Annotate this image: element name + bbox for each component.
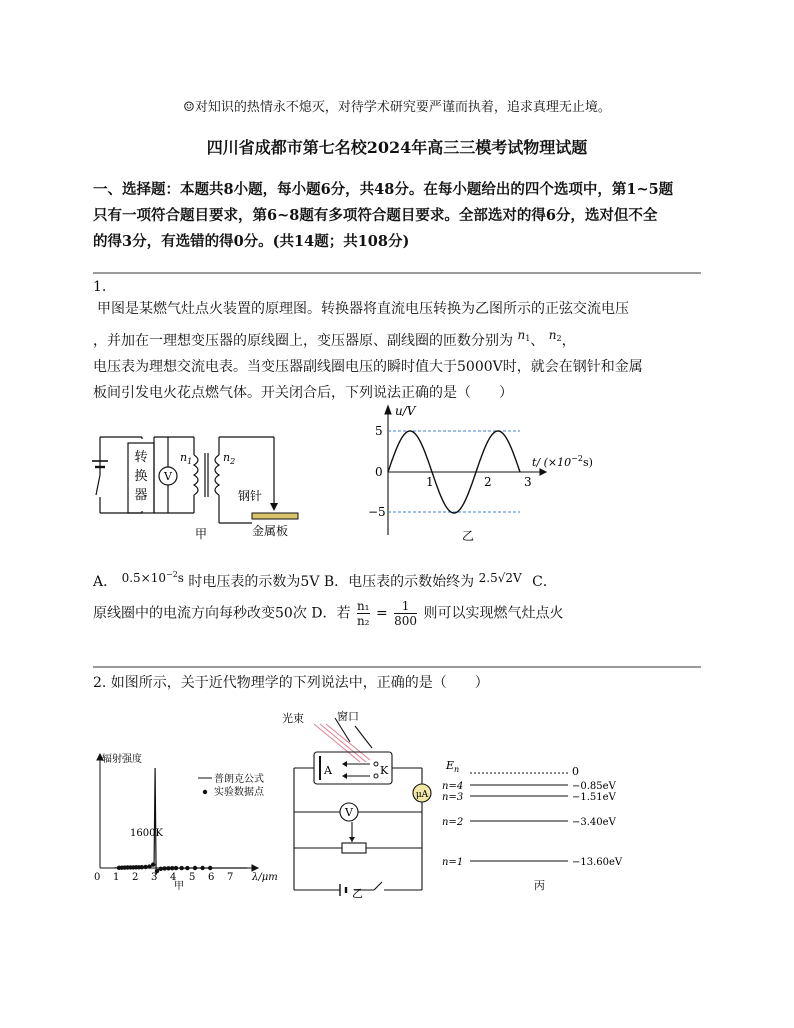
data-point (143, 865, 147, 869)
option-d-ratio-left: $\frac{\text{n₁}}{\text{n₂}}$ (356, 599, 370, 628)
option-d-text: 则可以实现燃气灶点火 (423, 605, 564, 622)
cathode-label: K (380, 764, 389, 777)
data-point (166, 866, 170, 870)
figure-caption-jia: 甲 (174, 881, 184, 890)
data-point (140, 865, 144, 869)
question-line-4: 板间引发电火花点燃气体。开关闭合后，下列说法正确的是（ ） (93, 385, 513, 401)
data-point (147, 864, 151, 868)
blackbody-chart-jia (92, 750, 292, 890)
infinity-level-value: 0 (572, 765, 579, 778)
section-line-1: 一、选择题：本题共8小题，每小题6分，共48分。在每小题给出的四个选项中，第1~5题 (93, 181, 674, 198)
coil-n1-label: $n_1$ (180, 451, 193, 466)
section-line-3: 的得3分，有选错的得0分。(共14题；共108分) (93, 233, 410, 250)
needle-label: 钢针 (238, 489, 263, 503)
option-a-label: A． (93, 574, 118, 590)
circuit-diagram-jia (92, 425, 332, 545)
temperature-label: 1600K (130, 828, 163, 839)
x-tick-3: 3 (151, 872, 158, 883)
x-tick-1: 1 (426, 475, 434, 489)
x-tick-7: 7 (227, 872, 234, 883)
question-number: 1. (93, 279, 107, 295)
voltmeter-label: V (345, 806, 353, 819)
option-b-expression: 2.5√2V (478, 571, 522, 585)
x-tick-2: 2 (132, 872, 139, 883)
voltage-waveform-yi (360, 400, 600, 545)
x-tick-3: 3 (524, 475, 532, 489)
n2-subscript: 2 (556, 334, 562, 343)
line-end: ， (561, 333, 576, 349)
level-n4-energy: −0.85eV (572, 781, 616, 792)
energy-levels-bing (440, 755, 640, 895)
energy-symbol: $E_n$ (446, 759, 460, 774)
divider (93, 272, 701, 274)
converter-char-3: 器 (134, 488, 148, 503)
section-instructions (93, 177, 705, 255)
voltmeter-label: V (164, 470, 172, 483)
level-n1-energy: −13.60eV (572, 857, 623, 868)
data-point (185, 866, 189, 870)
converter-char-1: 转 (134, 450, 148, 465)
legend-dot-label: 实验数据点 (214, 787, 264, 798)
data-point (174, 866, 178, 870)
level-n2-energy: −3.40eV (572, 817, 616, 828)
x-tick-4: 4 (170, 872, 177, 883)
x-tick-0: 0 (94, 872, 101, 883)
option-c-label: C． (532, 574, 557, 590)
option-d-ratio-right: $\frac{1}{800}$ (394, 599, 418, 628)
x-tick-1: 1 (113, 872, 120, 883)
question-1 (93, 278, 705, 406)
data-point (180, 866, 184, 870)
level-lines (470, 785, 568, 861)
data-point (170, 866, 174, 870)
separator: 、 (530, 333, 545, 349)
figure-caption-bing: 丙 (534, 879, 545, 892)
n1-symbol: n (517, 328, 526, 342)
question-line-2-text: ，并加在一理想变压器的原线圈上，变压器原、副线圈的匝数分别为 (93, 333, 513, 349)
plate-label: 金属板 (252, 524, 289, 538)
data-point (151, 862, 155, 866)
y-axis-label: u/V (395, 404, 416, 418)
converter-char-2: 换 (134, 469, 148, 484)
option-a-expression: $0.5\times 10^{-2}s$ (121, 570, 184, 585)
options-line-1 (93, 562, 705, 595)
figure-caption-jia: 甲 (195, 527, 208, 541)
n2-symbol: n (548, 328, 557, 342)
x-axis-label: t/ $(\times 10^{-2}s)$ (532, 454, 593, 469)
level-n3-energy: −1.51eV (572, 792, 616, 803)
window-label: 窗口 (337, 710, 359, 723)
question-2: 2. 如图所示，关于近代物理学的下列说法中，正确的是（ ） (93, 675, 489, 691)
ammeter-label: μA (415, 790, 429, 800)
n1-subscript: 1 (525, 334, 531, 343)
y-tick-top: 5 (375, 424, 383, 438)
x-axis-label: λ/μm (252, 872, 278, 883)
level-n1-label: n=1 (442, 857, 464, 868)
data-point (193, 866, 197, 870)
divider (93, 666, 701, 668)
section-line-2: 只有一项符合题目要求，第6~8题有多项符合题目要求。全部选对的得6分，选对但不全 (93, 207, 658, 224)
options-line-2 (93, 599, 705, 628)
level-n3-label: n=3 (442, 792, 464, 803)
x-tick-6: 6 (208, 872, 215, 883)
page-title: 四川省成都市第七名校2024年高三三模考试物理试题 (206, 138, 588, 157)
data-point (208, 866, 212, 870)
question-1-options (93, 562, 705, 628)
x-tick-5: 5 (189, 872, 196, 883)
option-a-text: 时电压表的示数为5V B．电压表的示数始终为 (188, 574, 475, 590)
beam-label: 光束 (282, 712, 304, 725)
anode-label: A (324, 764, 332, 777)
question-line-3: 电压表为理想交流电表。当变压器副线圈电压的瞬时值大于5000V时，就会在钢针和金属 (93, 359, 643, 375)
question-line-1: 甲图是某燃气灶点火装置的原理图。转换器将直流电压转换为乙图所示的正弦交流电压 (97, 301, 629, 317)
data-point (200, 866, 204, 870)
question-line-2 (93, 322, 705, 354)
data-point (162, 866, 166, 870)
figure-caption-yi: 乙 (462, 529, 475, 543)
figure-caption-yi: 乙 (352, 887, 363, 898)
photoelectric-circuit-yi (280, 706, 440, 898)
option-c-text: 原线圈中的电流方向每秒改变50次 D．若 (93, 605, 351, 622)
motto: ☺对知识的热情永不熄灭，对待学术研究要严谨而执着，追求真理无止境。 (183, 100, 611, 115)
coil-n2-label: $n_2$ (223, 451, 236, 466)
level-n4-label: n=4 (442, 781, 464, 792)
data-point (159, 867, 163, 871)
level-n2-label: n=2 (442, 817, 464, 828)
x-tick-2: 2 (484, 475, 492, 489)
legend-dot-swatch (203, 790, 207, 794)
y-tick-zero: 0 (375, 465, 383, 479)
option-d-equals: = (375, 605, 388, 622)
y-axis-label: 辐射强度 (102, 754, 142, 765)
legend-line-label: 普朗克公式 (214, 774, 264, 785)
y-tick-bottom: −5 (368, 505, 386, 519)
